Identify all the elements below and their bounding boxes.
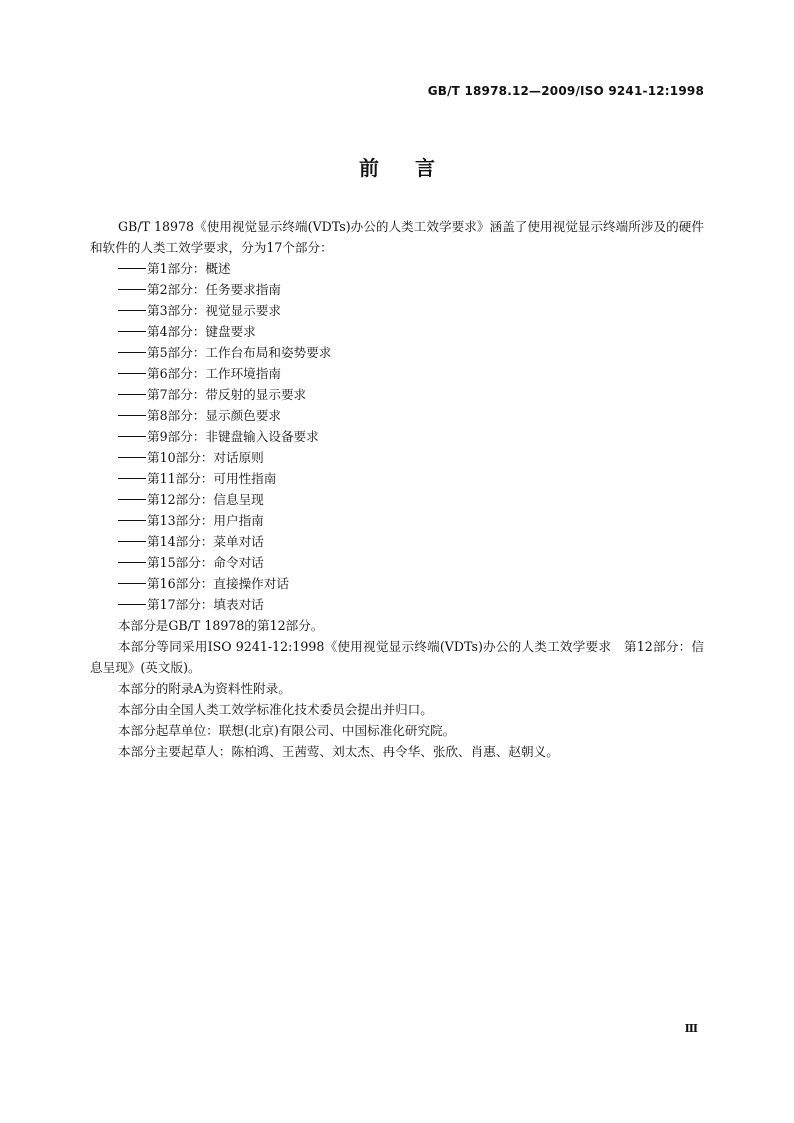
list-item: 第3部分：视觉显示要求 (90, 300, 704, 321)
list-item: 第13部分：用户指南 (90, 510, 704, 531)
page-title: 前言 (359, 156, 471, 180)
dash-mark (118, 520, 146, 521)
list-item: 第16部分：直接操作对话 (90, 573, 704, 594)
page-number: Ⅲ (684, 1022, 697, 1035)
list-item: 第2部分：任务要求指南 (90, 279, 704, 300)
list-item: 第9部分：非键盘输入设备要求 (90, 426, 704, 447)
standard-code: GB/T 18978.12—2009/ISO 9241-12:1998 (427, 84, 704, 98)
dash-mark (118, 436, 146, 437)
list-item: 第15部分：命令对话 (90, 552, 704, 573)
list-item: 第5部分：工作台布局和姿势要求 (90, 342, 704, 363)
dash-mark (118, 478, 146, 479)
dash-mark (118, 331, 146, 332)
dash-mark (118, 268, 146, 269)
foreword-body (90, 216, 704, 762)
list-item: 第14部分：菜单对话 (90, 531, 704, 552)
drafters: 本部分主要起草人：陈柏鸿、王茜莺、刘太杰、冉令华、张欣、肖惠、赵朝义。 (118, 744, 559, 759)
parts-list (90, 258, 704, 615)
dash-mark (118, 394, 146, 395)
dash-mark (118, 352, 146, 353)
list-item: 第17部分：填表对话 (90, 594, 704, 615)
dash-mark (118, 373, 146, 374)
list-item: 第12部分：信息呈现 (90, 489, 704, 510)
dash-mark (118, 499, 146, 500)
proposer-statement: 本部分由全国人类工效学标准化技术委员会提出并归口。 (118, 702, 433, 717)
list-item: 第10部分：对话原则 (90, 447, 704, 468)
list-item: 第1部分：概述 (90, 258, 704, 279)
list-item: 第8部分：显示颜色要求 (90, 405, 704, 426)
dash-mark (118, 583, 146, 584)
dash-mark (118, 289, 146, 290)
intro-paragraph: GB/T 18978《使用视觉显示终端(VDTs)办公的人类工效学要求》涵盖了使用视觉显示终端所涉及的硬件和软件的人类工效学要求，分为17个部分： (90, 219, 704, 255)
dash-mark (118, 541, 146, 542)
dash-mark (118, 562, 146, 563)
dash-mark (118, 457, 146, 458)
part-statement: 本部分是GB/T 18978的第12部分。 (118, 618, 324, 633)
list-item: 第7部分：带反射的显示要求 (90, 384, 704, 405)
dash-mark (118, 415, 146, 416)
dash-mark (118, 310, 146, 311)
list-item: 第6部分：工作环境指南 (90, 363, 704, 384)
drafting-units: 本部分起草单位：联想(北京)有限公司、中国标准化研究院。 (118, 723, 456, 738)
list-item: 第4部分：键盘要求 (90, 321, 704, 342)
dash-mark (118, 604, 146, 605)
list-item: 第11部分：可用性指南 (90, 468, 704, 489)
annex-statement: 本部分的附录A为资料性附录。 (118, 681, 291, 696)
adoption-statement: 本部分等同采用ISO 9241-12:1998《使用视觉显示终端(VDTs)办公的人类工效学要求 第12部分：信息呈现》(英文版)。 (90, 639, 704, 675)
